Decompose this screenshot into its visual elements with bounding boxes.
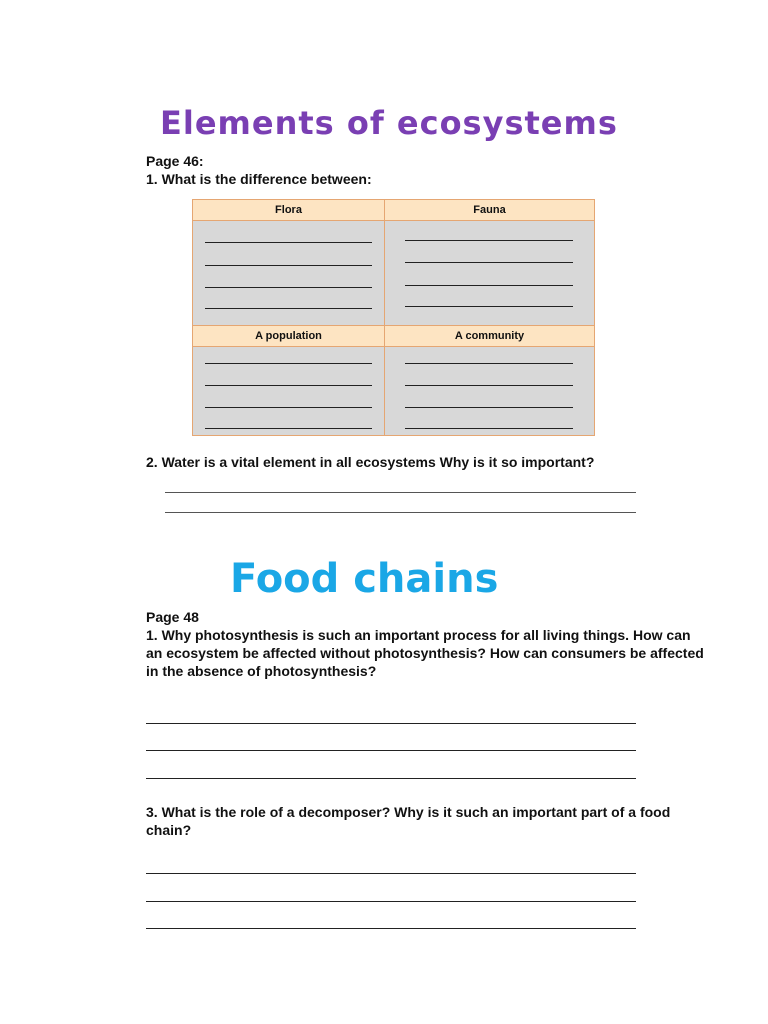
cell-flora[interactable] — [193, 221, 384, 325]
answer-line[interactable] — [146, 750, 636, 751]
header-population: A population — [193, 325, 384, 347]
answer-line[interactable] — [165, 492, 636, 493]
page-ref: Page 46: — [146, 153, 204, 169]
answer-line[interactable] — [146, 873, 636, 874]
question-photosynthesis: 1. Why photosynthesis is such an important process for all living things. How can an ecosystem be affected without photosynthesis? How can consumers be affected in the absence of photosynthesis? — [146, 627, 704, 679]
cell-population[interactable] — [193, 347, 384, 435]
answer-line[interactable] — [146, 778, 636, 779]
header-flora: Flora — [193, 200, 384, 221]
answer-line[interactable] — [146, 901, 636, 902]
section-title-food-chains: Food chains — [230, 556, 499, 602]
question-1: 1. What is the difference between: — [146, 171, 372, 187]
question-2: 2. Water is a vital element in all ecosystems Why is it so important? — [146, 454, 595, 470]
header-fauna: Fauna — [385, 200, 594, 221]
header-community: A community — [385, 325, 594, 347]
answer-line[interactable] — [146, 723, 636, 724]
comparison-table — [192, 199, 595, 436]
cell-fauna[interactable] — [385, 221, 594, 325]
question-decomposer: 3. What is the role of a decomposer? Why is it such an important part of a food chain? — [146, 804, 671, 838]
page-ref: Page 48 — [146, 609, 199, 625]
cell-community[interactable] — [385, 347, 594, 435]
question-block-1 — [146, 152, 706, 188]
question-block-food-chains — [146, 608, 706, 680]
answer-line[interactable] — [165, 512, 636, 513]
section-title-ecosystems: Elements of ecosystems — [160, 104, 618, 142]
answer-line[interactable] — [146, 928, 636, 929]
